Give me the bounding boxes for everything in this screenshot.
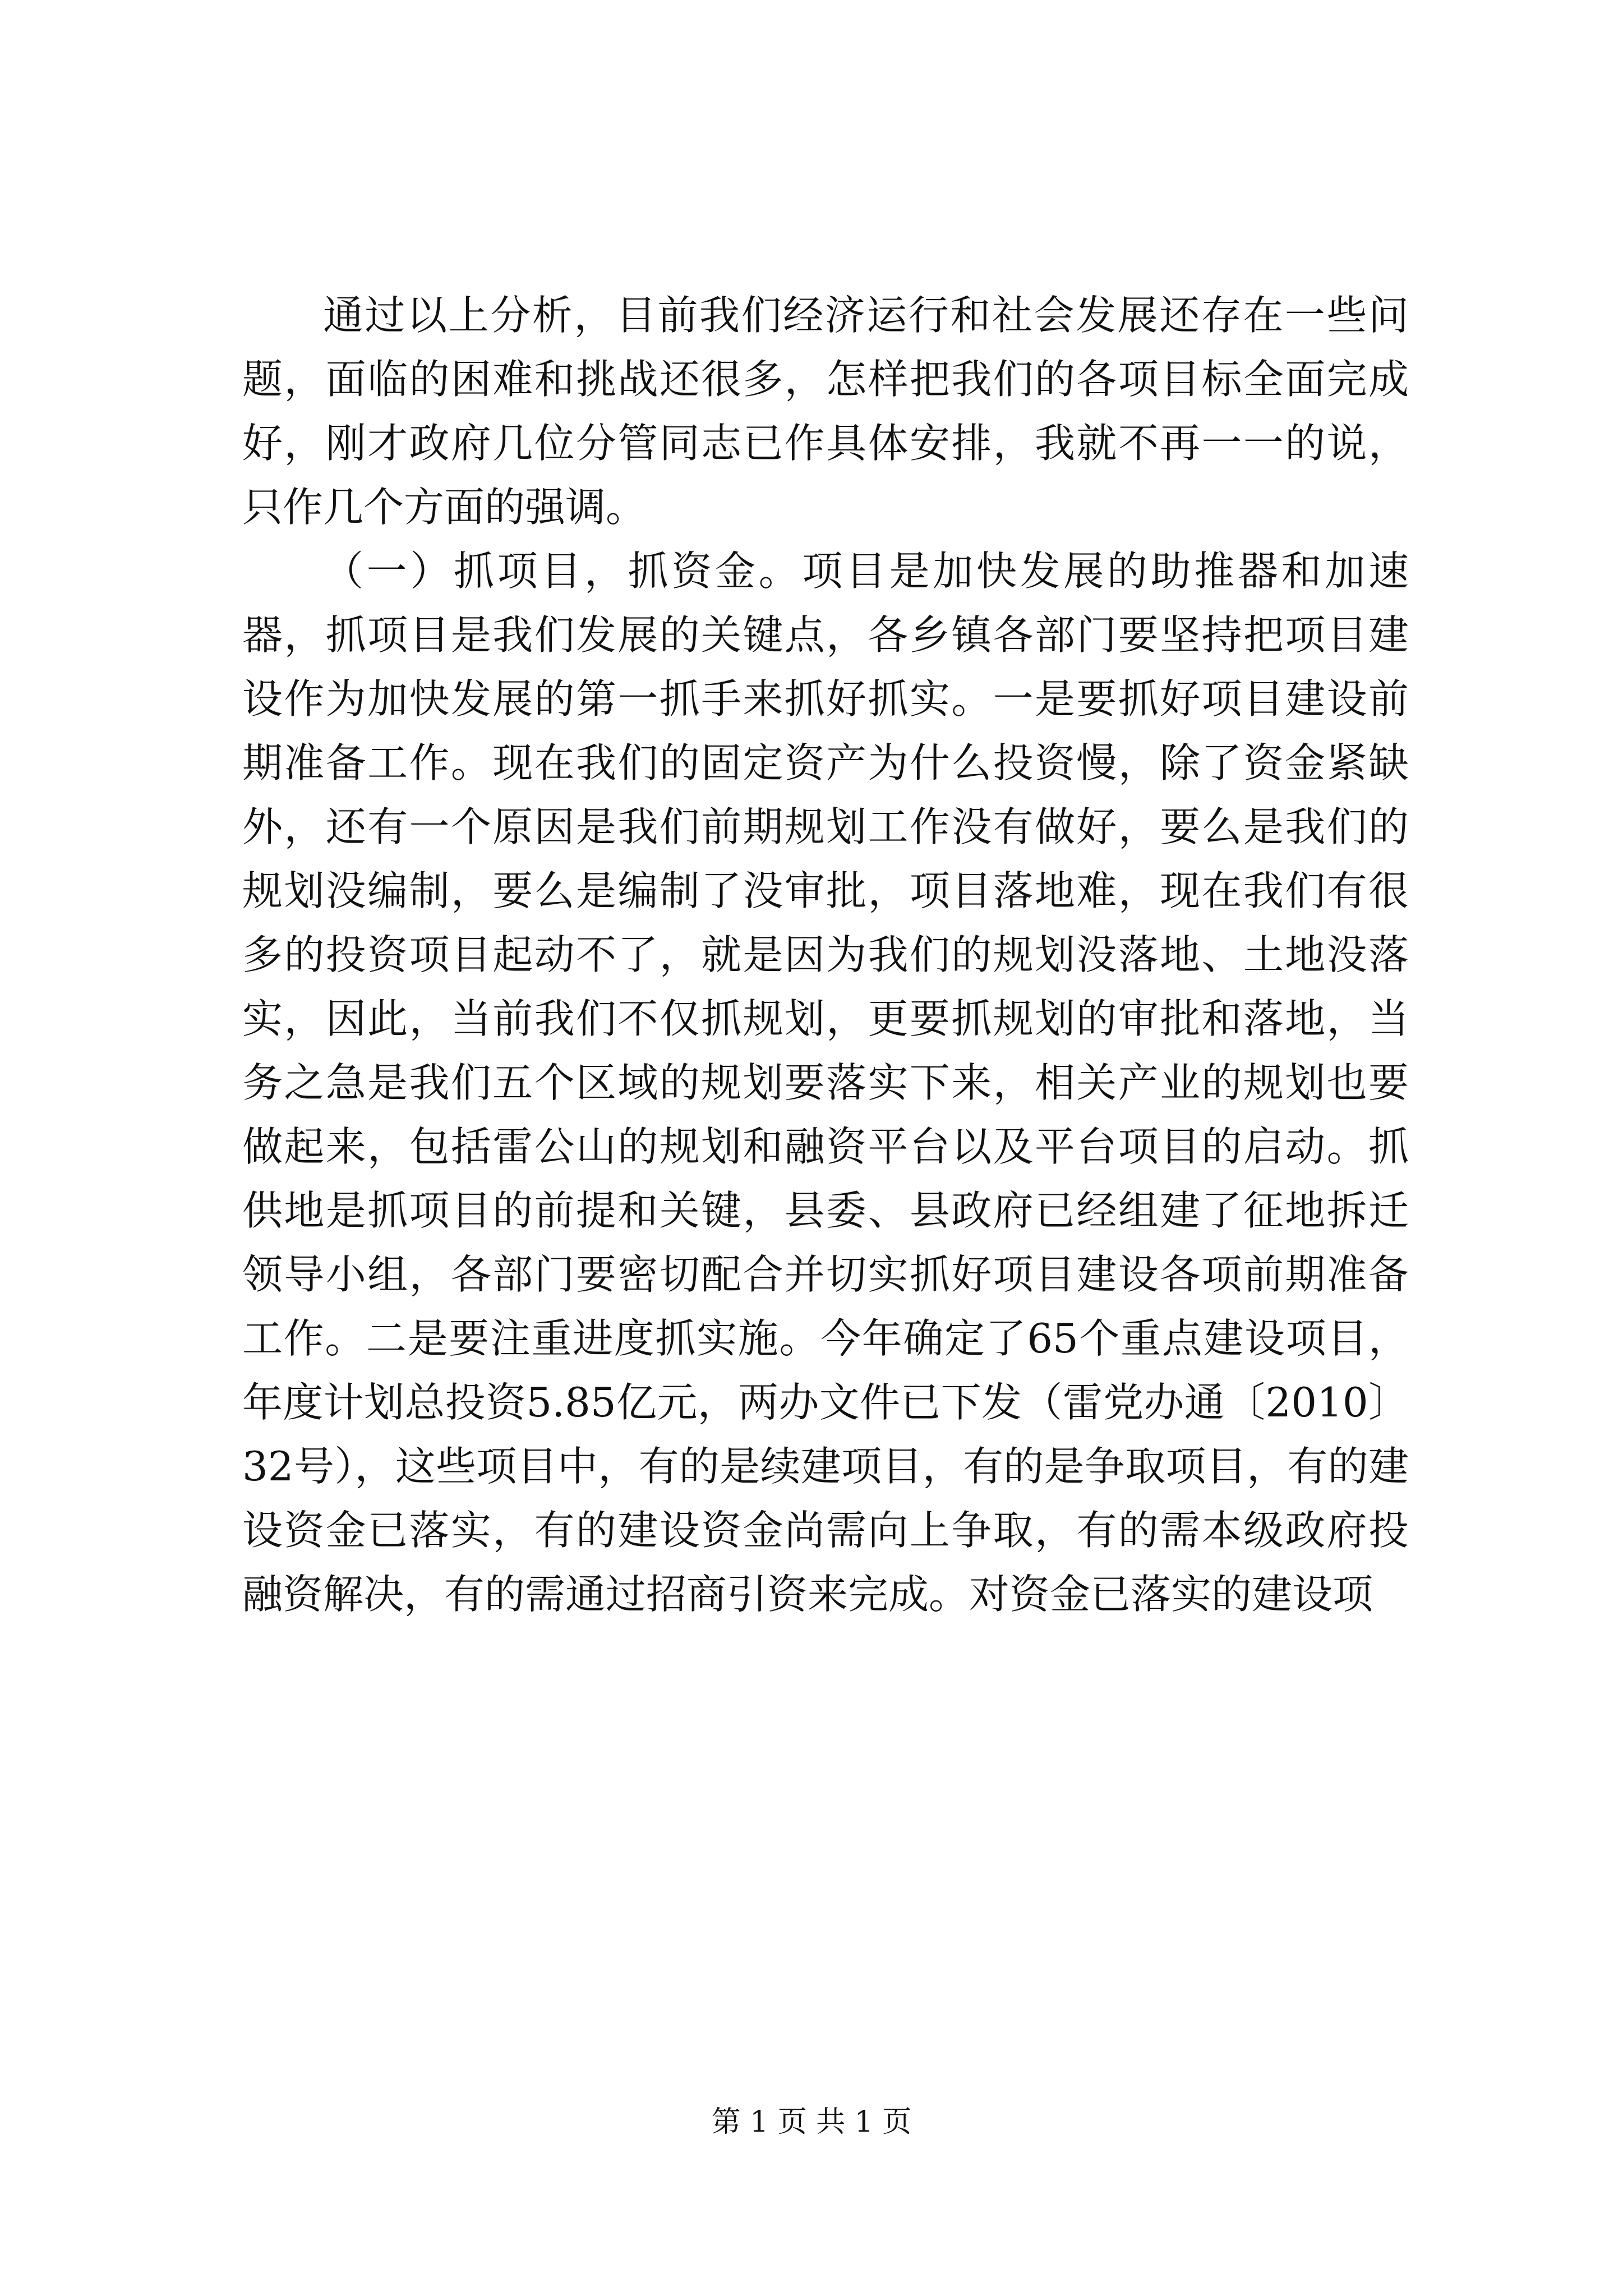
page-footer: 第 1 页 共 1 页 xyxy=(711,2105,912,2139)
document-body xyxy=(242,283,1409,1626)
paragraph-intro: 通过以上分析，目前我们经济运行和社会发展还存在一些问题，面临的困难和挑战还很多，怎样把我们的各项目标全面完成好，刚才政府几位分管同志已作具体安排，我就不再一一的说，只作几个方面的强调。 xyxy=(242,292,1409,531)
paragraph-section-1: （一）抓项目，抓资金。项目是加快发展的助推器和加速器，抓项目是我们发展的关键点，各乡镇各部门要坚持把项目建设作为加快发展的第一抓手来抓好抓实。一是要抓好项目建设前期准备工作。现在我们的固定资产为什么投资慢，除了资金紧缺外，还有一个原因是我们前期规划工作没有做好，要么是我们的规划没编制，要么是编制了没审批，项目落地难，现在我们有很多的投资项目起动不了，就是因为我们的规划没落地、土地没落实，因此，当前我们不仅抓规划，更要抓规划的审批和落地，当务之急是我们五个区域的规划要落实下来，相关产业的规划也要做起来，包括雷公山的规划和融资平台以及平台项目的启动。抓供地是抓项目的前提和关键，县委、县政府已经组建了征地拆迁领导小组，各部门要密切配合并切实抓好项目建设各项前期准备工作。二是要注重进度抓实施。今年确定了65个重点建设项目，年度计划总投资5.85亿元，两办文件已下发（雷党办通〔2010〕32号），这些项目中，有的是续建项目，有的是争取项目，有的建设资金已落实，有的建设资金尚需向上争取，有的需本级政府投融资解决，有的需通过招商引资来完成。对资金已落实的建设项 xyxy=(242,547,1409,1618)
